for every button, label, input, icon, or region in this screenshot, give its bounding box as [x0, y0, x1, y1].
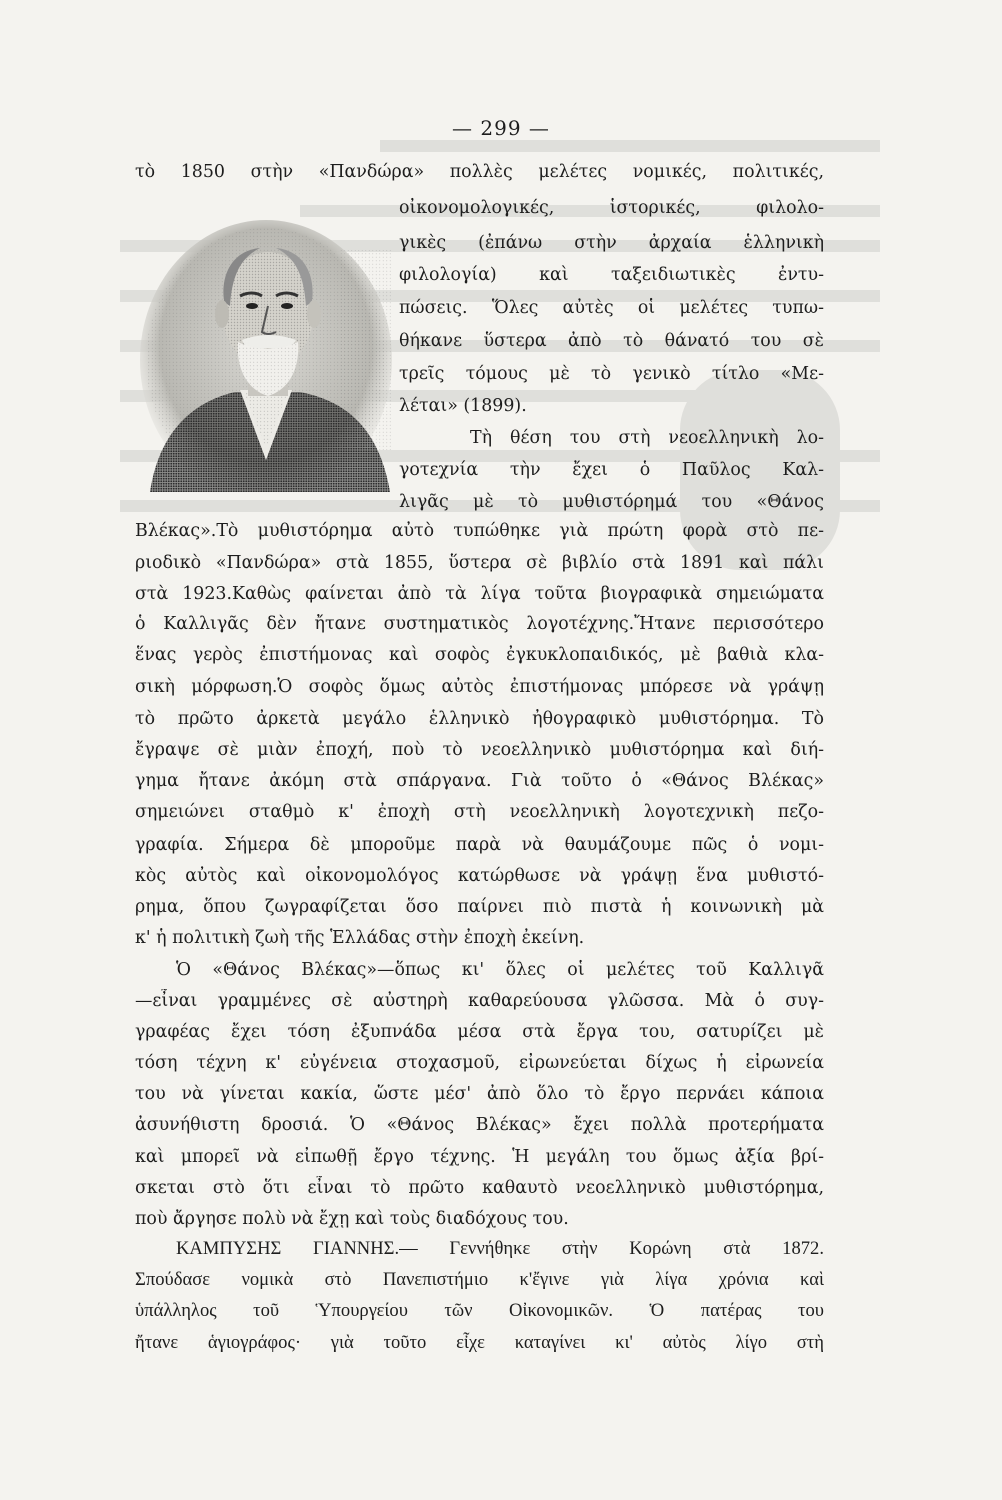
- text-line: —εἶναι γραμμένες σὲ αὐστηρὴ καθαρεύουσα γλῶσσα. Μὰ ὁ συγ-: [135, 991, 824, 1011]
- text-line: πώσεις. Ὅλες αὐτὲς οἱ μελέτες τυπω-: [399, 298, 824, 318]
- text-line: γικὲς (ἐπάνω στὴν ἀρχαία ἑλληνικὴ: [399, 233, 824, 253]
- text-line: Βλέκας».Τὸ μυθιστόρημα αὐτὸ τυπώθηκε γιὰ πρώτη φορὰ στὸ πε-: [135, 521, 824, 541]
- text-line: τόση τέχνη κ' εὐγένεια στοχασμοῦ, εἰρωνεύεται δίχως ἡ εἰρωνεία: [135, 1053, 824, 1073]
- text-line: λέται» (1899).: [399, 396, 527, 416]
- text-line: γραφέας ἔχει τόση ἐξυπνάδα μέσα στὰ ἔργα του, σατυρίζει μὲ: [135, 1022, 824, 1042]
- text-line: ἕνας γερὸς ἐπιστήμονας καὶ σοφὸς ἐγκυκλοπαιδικός, μὲ βαθιὰ κλα-: [135, 645, 824, 665]
- text-line: ἀσυνήθιστη δροσιά. Ὁ «Θάνος Βλέκας» ἔχει πολλὰ προτερήματα: [135, 1115, 824, 1135]
- text-line: τρεῖς τόμους μὲ τὸ γενικὸ τίτλο «Με-: [399, 364, 824, 384]
- text-line: Τὴ θέση του στὴ νεοελληνικὴ λο-: [470, 428, 824, 448]
- text-line: στὰ 1923.Καθὼς φαίνεται ἀπὸ τὰ λίγα τοῦτα βιογραφικὰ σημειώματα: [135, 584, 824, 604]
- text-line: του νὰ γίνεται κακία, ὥστε μέσ' ἀπὸ ὅλο τὸ ἔργο περνάει κάποια: [135, 1084, 824, 1104]
- text-line: ἔγραψε σὲ μιὰν ἐποχή, ποὺ τὸ νεοελληνικὸ μυθιστόρημα καὶ διή-: [135, 740, 824, 760]
- portrait-photo: [140, 210, 392, 492]
- text-line: Ὁ «Θάνος Βλέκας»—ὅπως κι' ὅλες οἱ μελέτες τοῦ Καλλιγᾶ: [176, 960, 824, 980]
- text-line: ποὺ ἄργησε πολὺ νὰ ἔχῃ καὶ τοὺς διαδόχους του.: [135, 1209, 569, 1229]
- text-line: σικὴ μόρφωση.Ὁ σοφὸς ὅμως αὐτὸς ἐπιστήμονας μπόρεσε νὰ γράψῃ: [135, 677, 824, 697]
- text-line: γημα ἤτανε ἀκόμη στὰ σπάργανα. Γιὰ τοῦτο ὁ «Θάνος Βλέκας»: [135, 771, 824, 791]
- text-line: ρημα, ὅπου ζωγραφίζεται ὅσο παίρνει πιὸ πιστὰ ἡ κοινωνικὴ μὰ: [135, 897, 824, 917]
- text-line: Σπούδασε νομικὰ στὸ Πανεπιστήμιο κ'ἔγινε γιὰ λίγα χρόνια καὶ: [135, 1269, 824, 1290]
- text-line: τὸ 1850 στὴν «Πανδώρα» πολλὲς μελέτες νομικές, πολιτικές,: [135, 162, 824, 182]
- text-line: κὸς αὐτὸς καὶ οἰκονομολόγος κατώρθωσε νὰ γράψῃ ἕνα μυθιστό-: [135, 866, 824, 886]
- text-line: σκεται στὸ ὅτι εἶναι τὸ πρῶτο καθαυτὸ νεοελληνικὸ μυθιστόρημα,: [135, 1178, 824, 1198]
- text-line: κ' ἡ πολιτικὴ ζωὴ τῆς Ἑλλάδας στὴν ἐποχὴ ἐκείνη.: [135, 928, 585, 948]
- text-line: σημειώνει σταθμὸ κ' ἐποχὴ στὴ νεοελληνικὴ λογοτεχνικὴ πεζο-: [135, 802, 824, 822]
- text-line: ὑπάλληλος τοῦ Ὑπουργείου τῶν Οἰκονομικῶν. Ὁ πατέρας του: [135, 1300, 824, 1321]
- page-number: — 299 —: [452, 116, 550, 140]
- text-line: τὸ πρῶτο ἀρκετὰ μεγάλο ἑλληνικὸ ἠθογραφικὸ μυθιστόρημα. Τὸ: [135, 709, 824, 729]
- text-line: καὶ μπορεῖ νὰ εἰπωθῇ ἔργο τέχνης. Ἡ μεγάλη του ὅμως ἀξία βρί-: [135, 1147, 824, 1167]
- text-line: γραφία. Σήμερα δὲ μποροῦμε παρὰ νὰ θαυμάζουμε πῶς ὁ νομι-: [135, 835, 824, 855]
- text-line: φιλολογία) καὶ ταξειδιωτικὲς ἐντυ-: [399, 265, 824, 285]
- text-line: ὁ Καλλιγᾶς δὲν ἤτανε συστηματικὸς λογοτέχνης.Ἤτανε περισσότερο: [135, 614, 824, 634]
- text-line: θήκανε ὕστερα ἀπὸ τὸ θάνατό του σὲ: [399, 331, 824, 351]
- section-heading-line: ΚΑΜΠΥΣΗΣ ΓΙΑΝΝΗΣ.— Γεννήθηκε στὴν Κορώνη στὰ 1872.: [176, 1238, 824, 1259]
- text-line: οἰκονομολογικές, ἱστορικές, φιλολο-: [399, 198, 824, 218]
- text-line: λιγᾶς μὲ τὸ μυθιστόρημά του «Θάνος: [399, 492, 824, 512]
- text-line: γοτεχνία τὴν ἔχει ὁ Παῦλος Καλ-: [399, 460, 824, 480]
- text-line: ριοδικὸ «Πανδώρα» στὰ 1855, ὕστερα σὲ βιβλίο στὰ 1891 καὶ πάλι: [135, 553, 824, 573]
- text-line: ἤτανε ἁγιογράφος· γιὰ τοῦτο εἶχε καταγίνει κι' αὐτὸς λίγο στὴ: [135, 1332, 824, 1353]
